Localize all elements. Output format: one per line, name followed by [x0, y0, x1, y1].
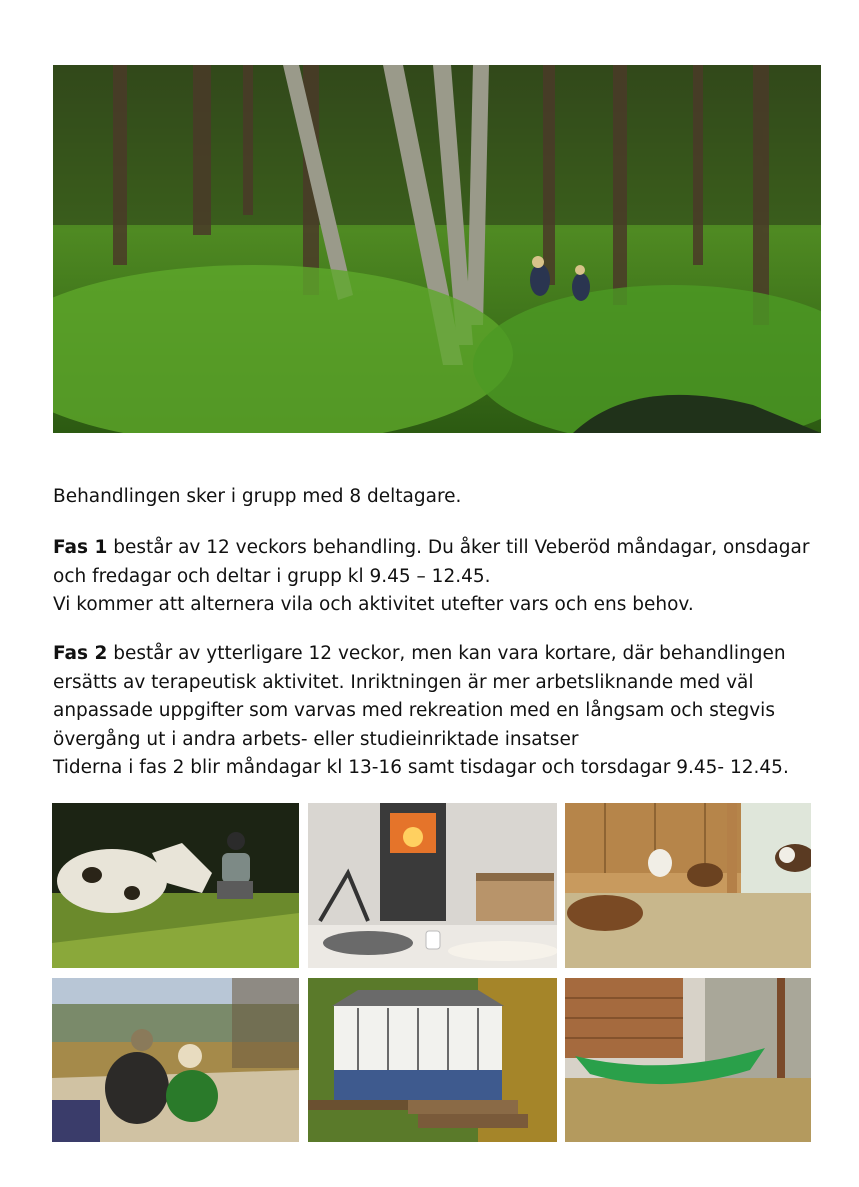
fas2-line5: Tiderna i fas 2 blir måndagar kl 13-16 samt tisdagar och torsdagar 9.45- 12.45.	[53, 757, 789, 778]
fas1-line1-text: består av 12 veckors behandling. Du åker till Veberöd måndagar, onsdagar	[107, 537, 810, 558]
wood-stove-photo	[308, 803, 557, 968]
intro-text: Behandlingen sker i grupp med 8 deltagare.	[53, 486, 462, 507]
horses-in-stable-photo	[565, 803, 811, 968]
fas2-line2: ersätts av terapeutisk aktivitet. Inriktningen är mer arbetsliknande med väl	[53, 671, 754, 693]
fas1-line1	[53, 534, 833, 563]
fas1-paragraph	[53, 534, 833, 620]
horse-and-rider-photo	[52, 803, 299, 968]
fas2-paragraph	[53, 640, 833, 783]
fas1-label: Fas 1	[53, 537, 108, 558]
forest-photo	[53, 65, 821, 433]
fas2-line3: anpassade uppgifter som varvas med rekreation med en långsam och stegvis	[53, 700, 775, 721]
fas2-line1	[53, 640, 833, 669]
people-on-hill-photo	[52, 978, 299, 1142]
fas1-line3: Vi kommer att alternera vila och aktivitet utefter vars och ens behov.	[53, 594, 694, 615]
hammock-photo	[565, 978, 811, 1142]
fas2-line1-text: består av ytterligare 12 veckor, men kan vara kortare, där behandlingen	[107, 643, 786, 664]
gazebo-photo	[308, 978, 557, 1142]
fas2-line4: övergång ut i andra arbets- eller studieinriktade insatser	[53, 728, 579, 750]
intro-paragraph	[53, 483, 833, 512]
fas2-label: Fas 2	[53, 643, 108, 664]
fas1-line2: och fredagar och deltar i grupp kl 9.45 – 12.45.	[53, 565, 491, 587]
